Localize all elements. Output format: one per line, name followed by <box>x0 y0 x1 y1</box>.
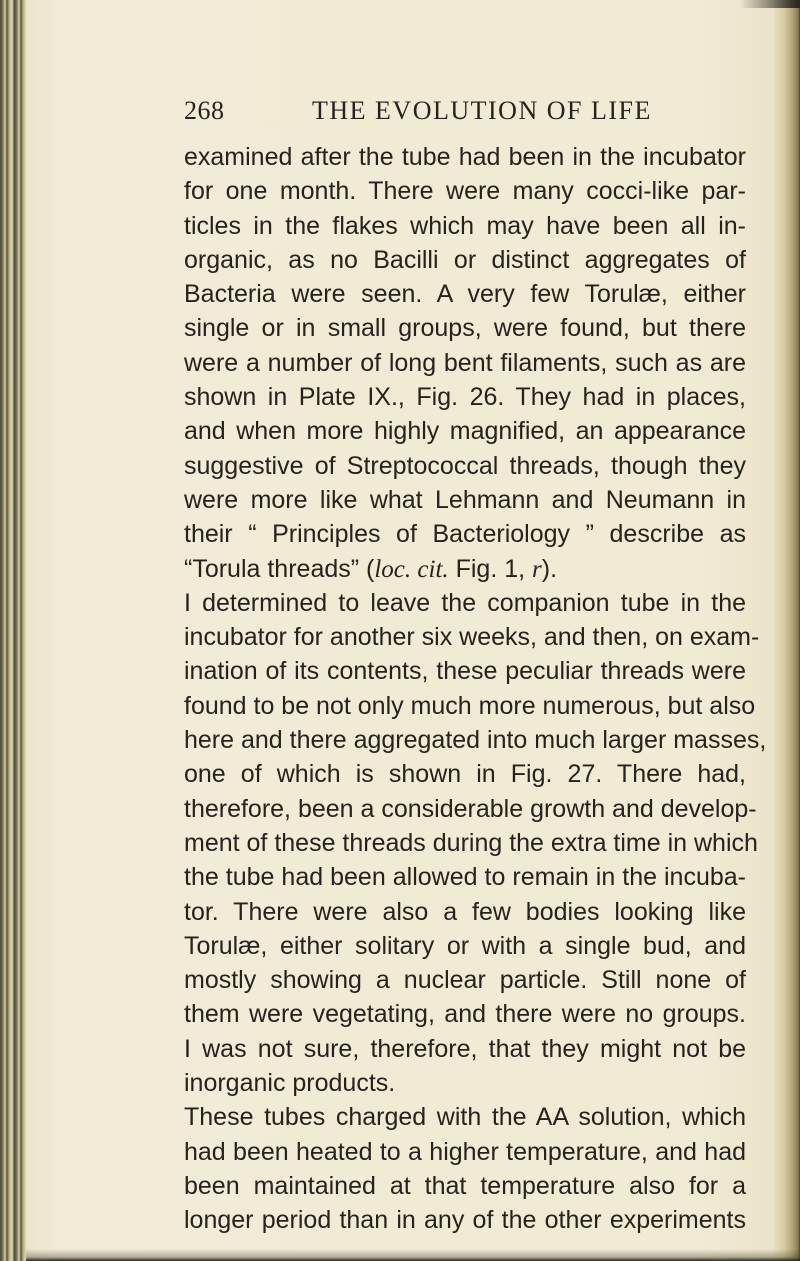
text-line: their “ Principles of Bacteriology ” describe as <box>184 520 746 549</box>
torula-middle: Fig. 1, <box>448 554 533 583</box>
text-line: ment of these threads during the extra time in which <box>184 828 758 857</box>
text-line: the tube had been allowed to remain in the incuba- <box>184 863 746 892</box>
text-line-torula <box>184 552 746 586</box>
text-line: here and there aggregated into much larger masses, <box>184 726 767 755</box>
text-line: Bacteria were seen. A very few Torulæ, either <box>184 280 746 309</box>
torula-figure-letter: r <box>532 555 542 583</box>
body-text <box>184 140 767 1238</box>
text-line: had been heated to a higher temperature, and had <box>184 1137 746 1166</box>
text-line: been maintained at that temperature also for a <box>184 1171 746 1200</box>
text-line: and when more highly magnified, an appearance <box>184 417 746 446</box>
running-title: THE EVOLUTION OF LIFE <box>312 96 652 125</box>
running-head <box>184 96 764 126</box>
text-line: for one month. There were many cocci-like par- <box>184 177 746 206</box>
text-line: mostly showing a nuclear particle. Still none of <box>184 966 746 995</box>
text-line: them were vegetating, and there were no groups. <box>184 1000 746 1029</box>
text-line: These tubes charged with the AA solution, which <box>184 1103 746 1132</box>
page-edge-bottom <box>26 1249 800 1261</box>
text-line: suggestive of Streptococcal threads, though they <box>184 451 746 480</box>
page-edge-shadow <box>740 0 800 8</box>
text-line: I determined to leave the companion tube in the <box>184 588 746 617</box>
text-line: found to be not only much more numerous, but also <box>184 691 756 720</box>
text-line: single or in small groups, were found, but there <box>184 314 746 343</box>
binding-edge <box>0 0 26 1261</box>
text-line: examined after the tube had been in the incubator <box>184 143 746 171</box>
page-edge-right <box>774 0 800 1261</box>
page-number: 268 <box>184 96 225 125</box>
text-line: incubator for another six weeks, and then, on exam- <box>184 623 760 652</box>
torula-before: “Torula threads” ( <box>184 554 375 583</box>
torula-after: ). <box>541 554 558 583</box>
text-line: ticles in the flakes which may have been all in- <box>184 211 746 240</box>
text-line: therefore, been a considerable growth and develop- <box>184 794 757 823</box>
text-line: were a number of long bent filaments, such as are <box>184 348 746 377</box>
text-line: Torulæ, either solitary or with a single bud, and <box>184 931 746 960</box>
text-line: were more like what Lehmann and Neumann in <box>184 485 746 514</box>
text-line: I was not sure, therefore, that they might not be <box>184 1034 746 1063</box>
text-line: inorganic products. <box>184 1069 396 1098</box>
text-line: organic, as no Bacilli or distinct aggregates of <box>184 245 746 274</box>
text-line: longer period than in any of the other experiments <box>184 1206 746 1235</box>
text-line: tor. There were also a few bodies looking like <box>184 897 746 926</box>
text-line: one of which is shown in Fig. 27. There had, <box>184 760 746 789</box>
torula-citation: loc. cit. <box>374 555 449 583</box>
text-line: shown in Plate IX., Fig. 26. They had in places, <box>184 383 746 412</box>
text-line: ination of its contents, these peculiar threads were <box>184 657 746 686</box>
